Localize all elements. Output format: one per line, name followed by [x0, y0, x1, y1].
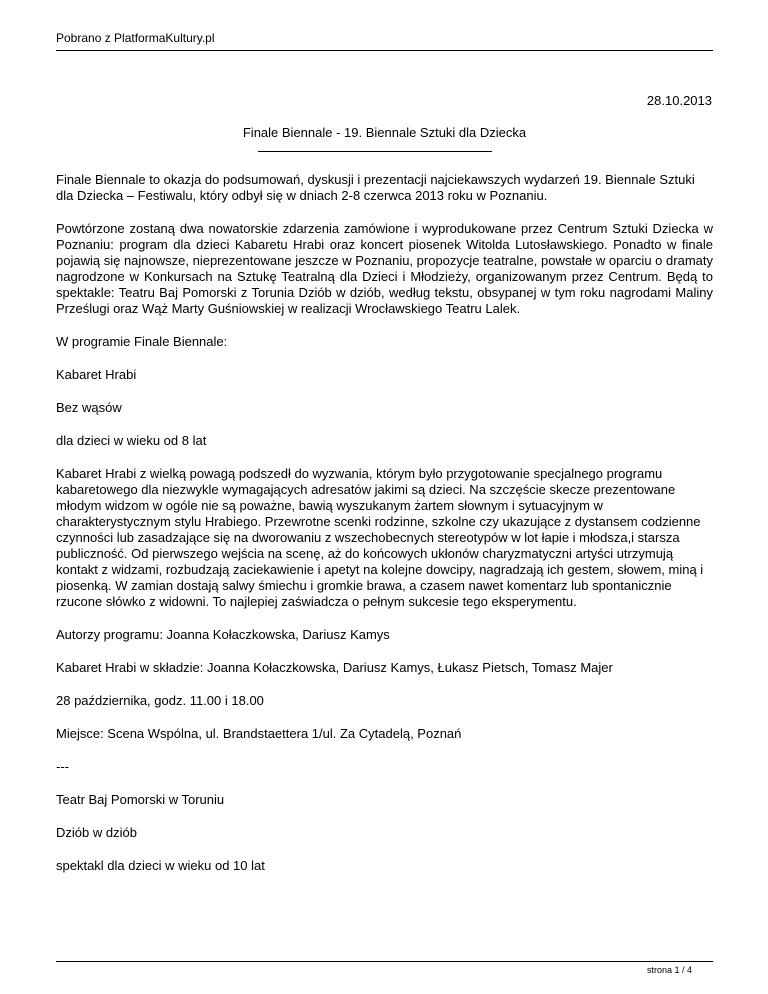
paragraph-cast: Kabaret Hrabi w składzie: Joanna Kołaczkowska, Dariusz Kamys, Łukasz Pietsch, Tomasz Majer	[56, 660, 613, 675]
article-date: 28.10.2013	[646, 93, 712, 108]
paragraph-authors: Autorzy programu: Joanna Kołaczkowska, Dariusz Kamys	[56, 627, 390, 642]
paragraph-event-title: Bez wąsów	[56, 400, 122, 415]
paragraph-play-age: spektakl dla dzieci w wieku od 10 lat	[56, 858, 265, 873]
paragraph-event-description: Kabaret Hrabi z wielką powagą podszedł do wyzwania, którym było przygotowanie specjalnego programu kabaretowego dla niezwykle wymagających adresatów jakimi są dzieci. Na szczęście skecze prezentowane młodym widzom w ogóle nie są poważne, bawią wyszukanym żartem słownym i sytuacyjnym w charakterystycznym stylu Hrabiego. Przewrotne scenki rodzinne, szkolne czy ukazujące z dystansem codzienne czynności lub zasadzające się na dworowaniu z wszechobecnych stereotypów w lot łapie i młodsza,i starsza publiczność. Od pierwszego wejścia na scenę, aż do końcowych ukłonów charyzmatyczni artyści utrzymują kontakt z widzami, rozbudzają zaciekawienie i apetyt na kolejne dowcipy, nagradzają ich gestem, słowem, miną i piosenką. W zamian dostają salwy śmiechu i gromkie brawa, a czasem nawet komentarz lub spontanicznie rzucone słówko z widowni. To najlepiej zaświadcza o pełnym sukcesie tego eksperymentu.	[56, 466, 704, 609]
source-header: Pobrano z PlatformaKultury.pl	[56, 31, 215, 45]
paragraph-play-title: Dziób w dziób	[56, 825, 137, 840]
footer-rule	[56, 961, 713, 962]
article-title: Finale Biennale - 19. Biennale Sztuki dla Dziecka	[242, 125, 527, 140]
paragraph-date-time: 28 października, godz. 11.00 i 18.00	[56, 693, 264, 708]
header-rule	[56, 50, 713, 51]
paragraph-theatre: Teatr Baj Pomorski w Toruniu	[56, 792, 225, 807]
paragraph-venue: Miejsce: Scena Wspólna, ul. Brandstaettera 1/ul. Za Cytadelą, Poznań	[56, 726, 462, 741]
paragraph-separator: ---	[56, 759, 69, 774]
paragraph-event-name: Kabaret Hrabi	[56, 367, 137, 382]
article-body	[56, 172, 713, 891]
paragraph-program-heading: W programie Finale Biennale:	[56, 334, 228, 349]
page-number: strona 1 / 4	[646, 965, 692, 975]
paragraph-description: Powtórzone zostaną dwa nowatorskie zdarzenia zamówione i wyprodukowane przez Centrum Sztuki Dziecka w Poznaniu: program dla dzieci Kabaretu Hrabi oraz koncert piosenek Witolda Lutosławskiego. Ponadto w finale pojawią się najnowsze, nieprezentowane jeszcze w Poznaniu, propozycje teatralne, powstałe w oparciu o dramaty nagrodzone w Konkursach na Sztukę Teatralną dla Dzieci i Młodzieży, organizowanym przez Centrum. Będą to spektakle: Teatru Baj Pomorski z Torunia Dziób w dziób, według tekstu, obsypanej w tym roku nagrodami Maliny Prześlugi oraz Wąż Marty Guśniowskiej w realizacji Wrocławskiego Teatru Lalek.	[56, 221, 713, 316]
paragraph-event-age: dla dzieci w wieku od 8 lat	[56, 433, 207, 448]
paragraph-intro: Finale Biennale to okazja do podsumowań, dyskusji i prezentacji najciekawszych wydarzeń 19. Biennale Sztuki dla Dziecka – Festiwalu, który odbył się w dniach 2-8 czerwca 2013 roku w Poznaniu.	[56, 172, 695, 203]
title-underline	[258, 151, 492, 152]
